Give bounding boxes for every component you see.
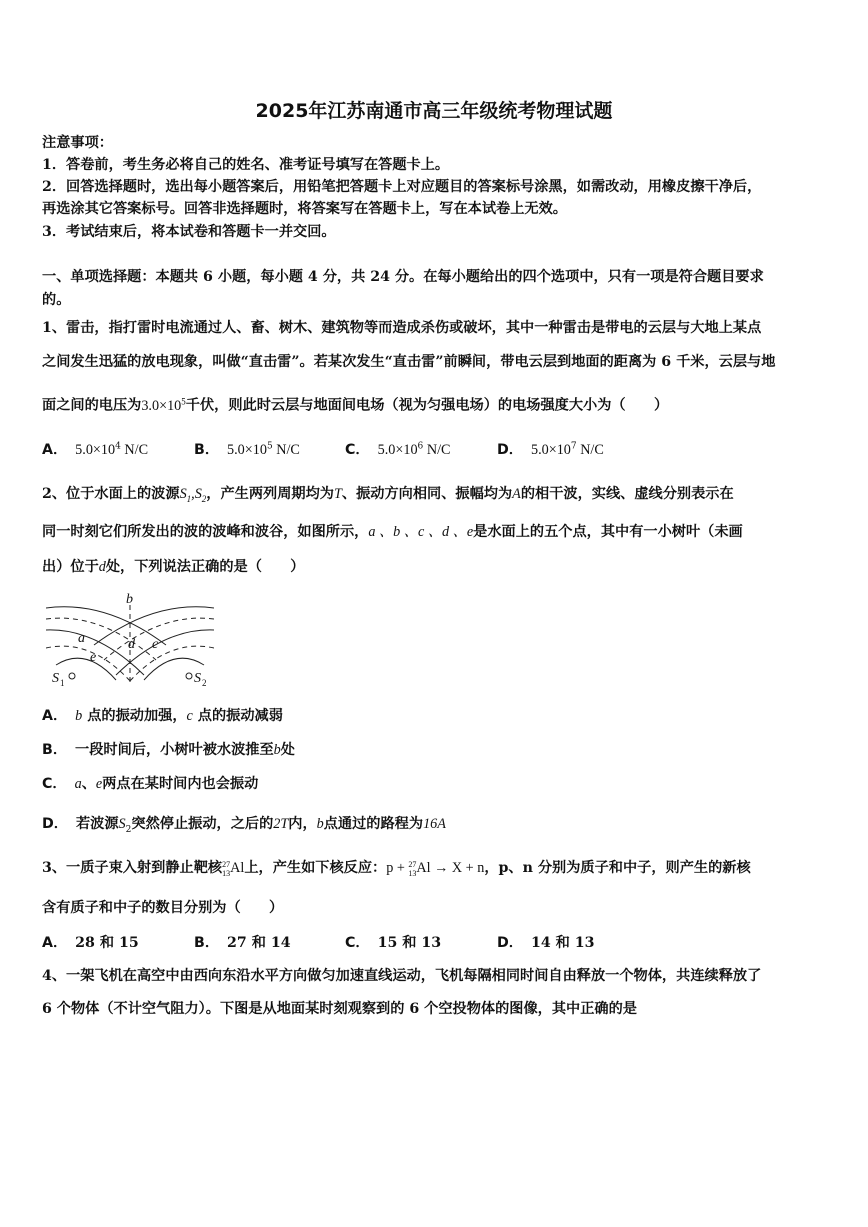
math-b: b <box>316 816 324 832</box>
q2-text: 是水面上的五个点，其中有一小树叶（未画 <box>473 524 743 540</box>
q1-line3 <box>42 391 668 416</box>
nuc-charge: 13 <box>222 868 231 878</box>
q1-option-c[interactable] <box>345 439 450 459</box>
q2-amplitude: A <box>512 486 521 502</box>
q2-points: a 、b 、c 、d 、e <box>368 524 474 540</box>
q2-period: T <box>334 486 342 502</box>
option-base: 5.0×10 <box>227 442 267 458</box>
option-exp: 5 <box>266 441 273 452</box>
src-s: S <box>194 486 202 502</box>
option-label: D． <box>497 935 523 951</box>
fig-label-b: b <box>126 592 133 607</box>
option-text: 点通过的路程为 <box>323 816 424 832</box>
q2-line2 <box>42 522 743 542</box>
q3-equation <box>386 860 484 876</box>
option-label: B． <box>194 442 220 458</box>
q3-line1 <box>42 858 751 878</box>
q1-text: 面之间的电压为 <box>42 397 142 414</box>
src-sub: 1 <box>186 493 192 504</box>
section-heading-cont: 的。 <box>42 292 71 308</box>
q1-voltage-base: 3.0×10 <box>141 397 182 414</box>
option-label: C． <box>345 935 370 951</box>
wave-interference-figure <box>46 590 214 690</box>
nuc-symbol: Al <box>230 860 245 876</box>
src-sub: 2 <box>201 493 207 504</box>
q1-voltage <box>141 398 185 414</box>
option-text: 两点在某时间内也会振动 <box>102 776 259 792</box>
q4-line: 6 个物体（不计空气阻力）。下图是从地面某时刻观察到的 6 个空投物体的图像，其中正确的是 <box>42 1001 637 1017</box>
fig-label-c: c <box>152 637 159 652</box>
fig-label-s2: S <box>194 671 201 686</box>
option-unit: N/C <box>272 442 300 458</box>
note-line: 2．回答选择题时，选出每小题答案后，用铅笔把答题卡上对应题目的答案标号涂黑，如需改动，用橡皮擦干净后， <box>42 179 762 195</box>
page-title: 2025年江苏南通市高三年级统考物理试题 <box>255 100 613 122</box>
option-label: D． <box>42 816 68 832</box>
option-text: 内， <box>288 816 317 832</box>
q3-text: 上，产生如下核反应： <box>244 860 387 876</box>
q1-text: 千伏，则此时云层与地面间电场（视为匀强电场）的电场强度大小为（ ） <box>185 397 669 414</box>
q3-line2: 含有质子和中子的数目分别为（ ） <box>42 900 284 916</box>
option-exp: 4 <box>115 441 121 452</box>
option-unit: N/C <box>120 442 149 458</box>
math-s: S <box>118 816 126 832</box>
q3-text: 3、一质子束入射到静止靶核 <box>42 860 223 876</box>
q3-nucleus <box>222 860 244 876</box>
fig-label-s1-sub: 1 <box>60 678 65 688</box>
option-text: 突然停止振动，之后的 <box>131 816 274 832</box>
q1-voltage-exp: 5 <box>181 396 186 406</box>
fig-label-s1: S <box>52 671 59 686</box>
option-label: A． <box>42 442 68 458</box>
q2-text: 出）位于 <box>42 559 99 575</box>
option-text: 15 和 13 <box>377 935 442 951</box>
option-label: A． <box>42 935 68 951</box>
q3-option-d[interactable] <box>497 932 595 952</box>
option-text: 27 和 14 <box>227 935 291 951</box>
nuc-charge: 13 <box>408 868 417 878</box>
q2-sources: $S_1,S_2$ <box>179 486 207 504</box>
option-base: 5.0×10 <box>530 442 571 458</box>
q2-text: 、振动方向相同、振幅均为 <box>341 486 513 502</box>
math-b: b <box>75 708 83 724</box>
q3-option-a[interactable] <box>42 932 139 952</box>
q2-option-a[interactable] <box>42 705 283 725</box>
option-label: B． <box>194 935 220 951</box>
q3-text: ，p、n 分别为质子和中子，则产生的新核 <box>484 860 751 876</box>
q2-line1 <box>42 484 734 509</box>
option-label: B． <box>42 742 68 758</box>
option-label: D． <box>497 442 523 458</box>
fig-label-a: a <box>78 631 85 646</box>
q4-line: 4、一架飞机在高空中由西向东沿水平方向做匀加速直线运动，飞机每隔相同时间自由释放一个物体，共连续释放了 <box>42 968 762 984</box>
q2-text: 同一时刻它们所发出的波的波峰和波谷，如图所示， <box>42 524 369 540</box>
fig-label-s2-sub: 2 <box>202 678 207 688</box>
note-line: 1．答卷前，考生务必将自己的姓名、准考证号填写在答题卡上。 <box>42 157 450 173</box>
option-base: 5.0×10 <box>75 442 116 458</box>
math-2t: 2T <box>273 816 289 832</box>
nuc-mass: 27 <box>408 859 417 869</box>
q1-line: 之间发生迅猛的放电现象，叫做“直击雷”。若某次发生“直击雷”前瞬间，带电云层到地面的距离为 6 千米，云层与地 <box>42 354 776 370</box>
math-e: e <box>95 776 103 792</box>
q2-option-b[interactable] <box>42 739 295 759</box>
q1-line: 1、雷击，指打雷时电流通过人、畜、树木、建筑物等而造成杀伤或破坏，其中一种雷击是带电的云层与大地上某点 <box>42 320 762 336</box>
option-unit: N/C <box>576 442 604 458</box>
option-exp: 6 <box>417 441 424 452</box>
math-b: b <box>273 742 281 758</box>
q2-text: 的相干波，实线、虚线分别表示在 <box>520 486 734 502</box>
option-base: 5.0×10 <box>377 442 418 458</box>
option-text: 、 <box>81 776 96 792</box>
q1-option-b[interactable] <box>194 439 300 459</box>
math-16a: 16A <box>423 816 446 832</box>
math-sub: 2 <box>125 824 132 835</box>
fig-label-e: e <box>90 650 97 665</box>
math-a: a <box>74 776 82 792</box>
note-line: 3．考试结束后，将本试卷和答题卡一并交回。 <box>42 224 336 240</box>
q2-point-d: d <box>98 559 106 575</box>
fig-label-d: d <box>128 637 135 652</box>
q1-option-a[interactable] <box>42 439 148 459</box>
q2-text: 处，下列说法正确的是（ ） <box>105 559 305 575</box>
option-text: 点的振动减弱 <box>192 708 283 724</box>
option-label: A． <box>42 708 68 724</box>
option-exp: 7 <box>570 441 577 452</box>
q1-option-d[interactable] <box>497 439 604 459</box>
eq-part: Al → X + n <box>416 860 485 876</box>
q2-text: ，产生两列周期均为 <box>206 486 334 502</box>
option-text: 一段时间后，小树叶被水波推至 <box>75 742 274 758</box>
q2-line3 <box>42 557 305 577</box>
notes-heading: 注意事项： <box>42 135 113 151</box>
option-text: 点的振动加强， <box>82 708 187 724</box>
section-heading: 一、单项选择题：本题共 6 小题，每小题 4 分，共 24 分。在每小题给出的四个选项中，只有一项是符合题目要求 <box>42 269 764 285</box>
q3-option-b[interactable] <box>194 932 291 952</box>
math-c: c <box>186 708 193 724</box>
q2-option-d[interactable] <box>42 813 446 835</box>
nuc-mass: 27 <box>222 859 231 869</box>
option-text: 处 <box>280 742 295 758</box>
src-s: S <box>179 486 187 502</box>
option-unit: N/C <box>423 442 451 458</box>
option-text: 若波源 <box>75 816 119 832</box>
q2-text: 2、位于水面上的波源 <box>42 486 180 502</box>
q2-option-c[interactable] <box>42 773 258 793</box>
eq-part: p + <box>386 860 409 876</box>
note-line: 再选涂其它答案标号。回答非选择题时，将答案写在答题卡上，写在本试卷上无效。 <box>42 201 567 217</box>
q3-option-c[interactable] <box>345 932 441 952</box>
option-label: C． <box>42 776 67 792</box>
option-text: 14 和 13 <box>530 935 595 951</box>
option-label: C． <box>345 442 370 458</box>
option-text: 28 和 15 <box>75 935 139 951</box>
